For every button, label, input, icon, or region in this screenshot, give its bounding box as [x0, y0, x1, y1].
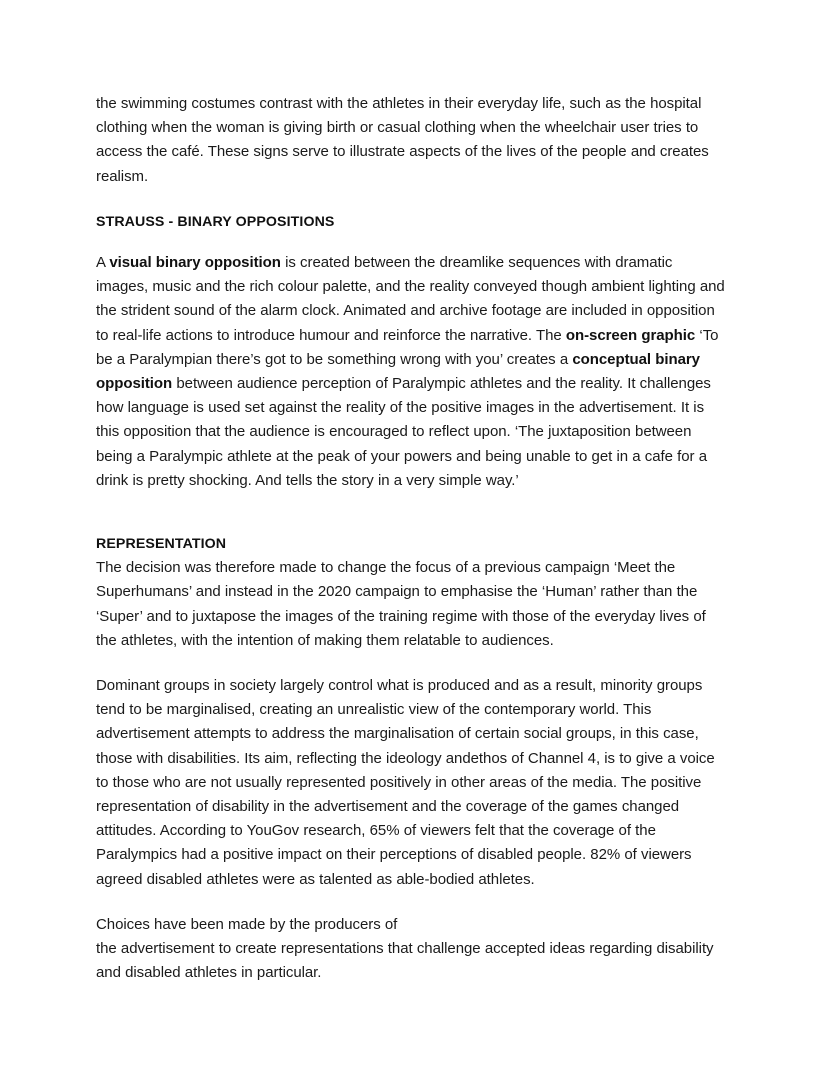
heading-strauss-binary-oppositions: STRAUSS - BINARY OPPOSITIONS: [96, 213, 335, 230]
paragraph-swimming-costumes: the swimming costumes contrast with the athletes in their everyday life, such as the hospital clothing when the woman is giving birth or casual clothing when the wheelchair user tries to access the café. These signs serve to illustrate aspects of the lives of the people and creates realism.: [96, 95, 709, 185]
paragraph-representation-decision: The decision was therefore made to change the focus of a previous campaign ‘Meet the Superhumans’ and instead in the 2020 campaign to emphasise the ‘Human’ rather than the ‘Super’ and to juxtapose the images of the training regime with those of the everyday lives of the athletes, with the intention of making them relatable to audiences.: [96, 559, 706, 649]
paragraph-dominant-groups: Dominant groups in society largely control what is produced and as a result, minority groups tend to be marginalised, creating an unrealistic view of the contemporary world. This advertisement attempts to address the marginalisation of certain social groups, in this case, those with disabilities. Its aim, reflecting the ideology andethos of Channel 4, is to give a voice to those who are not usually represented positively in other areas of the media. The positive representation of disability in the advertisement and the coverage of the games changed attitudes. According to YouGov research, 65% of viewers felt that the coverage of the Paralympics had a positive impact on their perceptions of disabled people. 82% of viewers agreed disabled athletes were as talented as able-bodied athletes.: [96, 677, 715, 888]
run-bold-conceptual-binary-opposition: conceptual binary opposition: [96, 350, 700, 393]
run-text: ‘To be a Paralympian there’s got to be something wrong with you’ creates a: [96, 326, 719, 368]
paragraph-line: Choices have been made by the producers of: [96, 915, 398, 933]
paragraph-strauss-body: [96, 251, 728, 493]
document-body: [96, 92, 728, 1007]
run-text: between audience perception of Paralympic athletes and the reality. It challenges how language is used set against the reality of the positive images in the advertisement. It is this opposition that the audience is encouraged to reflect upon. ‘The juxtaposition between being a Paralympic athlete at the peak of your powers and being unable to get in a cafe for a drink is pretty shocking. And tells the story in a very simple way.’: [96, 375, 711, 489]
run-bold-on-screen-graphic: on-screen graphic: [565, 326, 696, 344]
paragraph-line: the advertisement to create representations that challenge accepted ideas regarding disability and disabled athletes in particular.: [96, 940, 714, 982]
paragraph-choices-producers: [96, 913, 728, 986]
run-text: A: [96, 254, 110, 272]
run-text: is created between the dreamlike sequences with dramatic images, music and the rich colour palette, and the reality conveyed though ambient lighting and the strident sound of the alarm clock. Animated and archive footage are included in opposition to real-life actions to introduce humour and reinforce the narrative. The: [96, 254, 725, 344]
run-bold-visual-binary-opposition: visual binary opposition: [109, 254, 281, 272]
heading-representation: REPRESENTATION: [96, 536, 227, 553]
